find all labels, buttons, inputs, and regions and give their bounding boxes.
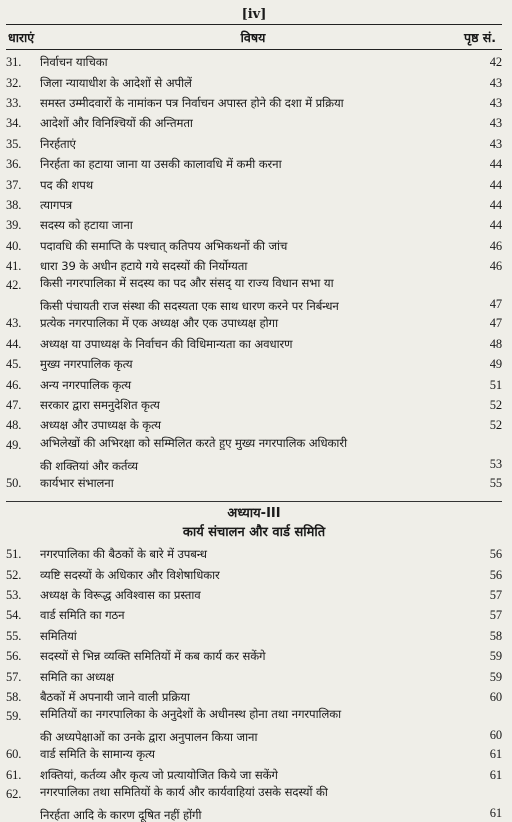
header-sections: धाराएं <box>8 29 35 45</box>
page-ref: 47 <box>489 316 502 331</box>
section-title-line: अध्यक्ष और उपाध्यक्ष के कृत्य <box>40 418 161 433</box>
section-number: 34. <box>6 116 22 131</box>
contents-entry <box>6 276 502 313</box>
section-title <box>40 239 476 253</box>
section-title-line: पद की शपथ <box>40 177 94 192</box>
contents-entry <box>6 473 502 493</box>
section-title <box>40 116 476 130</box>
page-ref: 55 <box>489 475 502 490</box>
section-number: 49. <box>6 437 22 452</box>
page-number: [iv] <box>241 7 267 22</box>
section-number: 52. <box>6 567 22 582</box>
section-title-line: बैठकों में अपनायी जाने वाली प्रक्रिया <box>40 689 190 704</box>
section-number: 47. <box>6 398 22 413</box>
section-title <box>40 96 476 110</box>
section-number: 45. <box>6 357 22 372</box>
page-ref: 46 <box>489 238 502 253</box>
section-title-line: प्रत्येक नगरपालिका में एक अध्यक्ष और एक उपाध्यक्ष होगा <box>40 316 278 331</box>
chapter-title: कार्य संचालन और वार्ड समिति <box>182 525 326 541</box>
page-ref: 56 <box>489 567 502 582</box>
page-ref: 60 <box>489 689 502 704</box>
section-title-line: अध्यक्ष या उपाध्यक्ष के निर्वाचन की विधिमान्यता का अवधारण <box>40 336 293 351</box>
section-title-line: सदस्यों से भिन्न व्यक्ति समितियों में कब कार्य कर सकेंगे <box>40 649 266 664</box>
section-number: 53. <box>6 588 22 602</box>
section-title-line: अध्यक्ष के विरूद्ध अविश्वास का प्रस्ताव <box>40 588 201 602</box>
section-title-line: निरर्हताएं <box>40 136 76 151</box>
section-number: 44. <box>6 336 22 351</box>
page-ref: 59 <box>489 669 502 684</box>
section-number: 60. <box>6 747 22 762</box>
page-ref: 53 <box>489 456 502 471</box>
section-number: 48. <box>6 418 22 433</box>
section-title-line: सरकार द्वारा समनुदेशित कृत्य <box>40 398 160 413</box>
section-title <box>40 649 476 663</box>
section-title <box>40 55 476 69</box>
contents-entry <box>6 666 502 686</box>
section-number: 51. <box>6 547 22 562</box>
page-ref: 43 <box>489 136 502 151</box>
section-title <box>40 398 476 412</box>
contents-entry <box>6 436 502 473</box>
section-number: 55. <box>6 628 22 643</box>
contents-entry <box>6 707 502 744</box>
contents-entry <box>6 52 502 72</box>
section-title-line: वार्ड समिति के सामान्य कृत्य <box>40 747 155 762</box>
page-ref: 58 <box>489 628 502 643</box>
section-number: 61. <box>6 767 22 782</box>
section-number: 54. <box>6 608 22 623</box>
section-title <box>40 218 476 232</box>
section-title-line: समिति का अध्यक्ष <box>40 669 114 684</box>
section-title-line: अन्य नगरपालिक कृत्य <box>40 377 132 392</box>
contents-entry <box>6 215 502 235</box>
contents-entry <box>6 334 502 354</box>
section-title-line: समितियों का नगरपालिका के अनुदेशों के अधीनस्थ होना तथा नगरपालिका <box>40 707 342 722</box>
section-number: 38. <box>6 197 22 212</box>
contents-entry <box>6 687 502 707</box>
section-title <box>40 76 476 90</box>
page-ref: 61 <box>489 767 502 782</box>
section-title <box>40 316 476 330</box>
contents-entry <box>6 646 502 666</box>
section-number: 32. <box>6 75 22 90</box>
page-ref: 47 <box>489 297 502 312</box>
section-title-line: किसी नगरपालिका में सदस्य का पद और संसद् या राज्य विधान सभा या <box>40 276 334 291</box>
section-number: 37. <box>6 177 22 192</box>
section-number: 31. <box>6 55 22 70</box>
contents-entry <box>6 744 502 764</box>
section-title <box>40 568 476 582</box>
header-page-no: पृष्ठ सं. <box>463 29 496 45</box>
page-ref: 56 <box>489 547 502 562</box>
contents-entry <box>6 544 502 564</box>
page-ref: 43 <box>489 116 502 131</box>
section-title <box>40 378 476 392</box>
section-title-line: धारा 39 के अधीन हटाये गये सदस्यों की निर्योग्यता <box>40 259 248 274</box>
page-ref: 44 <box>489 157 502 172</box>
section-title-line: निरर्हता का हटाया जाना या उसकी कालावधि में कमी करना <box>40 157 282 172</box>
contents-entry <box>6 415 502 435</box>
section-number: 57. <box>6 669 22 684</box>
header-subject: विषय <box>240 29 266 45</box>
section-title <box>40 785 476 822</box>
chapter-label: अध्याय-III <box>6 501 502 524</box>
contents-entry <box>6 395 502 415</box>
section-title <box>40 608 476 622</box>
section-title-line: व्यष्टि सदस्यों के अधिकार और विशेषाधिकार <box>40 567 220 582</box>
section-title <box>40 337 476 351</box>
page-ref: 44 <box>489 197 502 212</box>
page-ref: 52 <box>489 418 502 433</box>
contents-list-part-b <box>6 544 502 822</box>
section-title-line: मुख्य नगरपालिक कृत्य <box>40 357 133 372</box>
contents-entry <box>6 585 502 605</box>
page-ref: 60 <box>489 728 502 743</box>
section-title-line: की अध्यपेक्षाओं का उनके द्वारा अनुपालन किया जाना <box>40 730 258 745</box>
section-title <box>40 629 476 643</box>
section-title-line: जिला न्यायाधीश के आदेशों से अपीलें <box>40 75 192 90</box>
section-title <box>40 418 476 432</box>
section-title-line: शक्तियां, कर्तव्य और कृत्य जो प्रत्यायोजित किये जा सकेंगे <box>40 767 278 782</box>
section-title-line: पदावधि की समाप्ति के पश्चात् कतिपय अभिकथनों की जांच <box>40 238 288 253</box>
section-title-line: सदस्य को हटाया जाना <box>40 218 133 233</box>
page-ref: 44 <box>489 218 502 233</box>
contents-entry <box>6 174 502 194</box>
section-title-line: वार्ड समिति का गठन <box>40 608 125 623</box>
section-title-line: समस्त उम्मीदवारों के नामांकन पत्र निर्वाचन अपास्त होने की दशा में प्रक्रिया <box>40 95 344 110</box>
section-title <box>40 547 476 561</box>
page-ref: 43 <box>489 75 502 90</box>
page-ref: 44 <box>489 177 502 192</box>
section-title <box>40 357 476 371</box>
section-title <box>40 476 476 490</box>
page-ref: 42 <box>489 55 502 70</box>
section-title-line: अभिलेखों की अभिरक्षा को सम्मिलित करते हुए मुख्य नगरपालिक अधिकारी <box>40 435 347 450</box>
contents-entry <box>6 93 502 113</box>
section-title-line: नगरपालिका तथा समितियों के कार्य और कार्यवाहियां उसके सदस्यों की <box>40 784 328 799</box>
contents-list-part-a <box>6 52 502 493</box>
section-title <box>40 690 476 704</box>
contents-entry <box>6 374 502 394</box>
contents-entry <box>6 605 502 625</box>
section-title <box>40 137 476 151</box>
page-ref: 48 <box>489 336 502 351</box>
section-title <box>40 178 476 192</box>
section-title <box>40 588 476 602</box>
section-number: 56. <box>6 649 22 664</box>
contents-entry <box>6 313 502 333</box>
section-title <box>40 276 476 313</box>
section-number: 35. <box>6 136 22 151</box>
section-number: 36. <box>6 157 22 172</box>
section-number: 40. <box>6 238 22 253</box>
section-number: 39. <box>6 218 22 233</box>
section-title-line: किसी पंचायती राज संस्था की सदस्यता एक साथ धारण करने पर निर्बन्धन <box>40 299 339 314</box>
section-title <box>40 157 476 171</box>
section-title <box>40 670 476 684</box>
section-title-line: निरर्हता आदि के कारण दूषित नहीं होंगी <box>40 807 202 822</box>
contents-entry <box>6 134 502 154</box>
contents-entry <box>6 236 502 256</box>
page-ref: 57 <box>489 588 502 602</box>
contents-entry <box>6 154 502 174</box>
section-title <box>40 259 476 273</box>
page-ref: 46 <box>489 259 502 274</box>
page-ref: 61 <box>489 747 502 762</box>
section-title-line: निर्वाचन याचिका <box>40 55 108 70</box>
section-title-line: कार्यभार संभालना <box>40 475 114 490</box>
section-title-line: त्यागपत्र <box>40 197 73 212</box>
section-title <box>40 747 476 761</box>
contents-entry <box>6 354 502 374</box>
contents-entry <box>6 564 502 584</box>
section-number: 41. <box>6 259 22 274</box>
section-title-line: की शक्तियां और कर्तव्य <box>40 458 139 473</box>
page-ref: 51 <box>489 377 502 392</box>
section-title-line: आदेशों और विनिश्चियों की अन्तिमता <box>40 116 193 131</box>
page-ref: 59 <box>489 649 502 664</box>
section-number: 33. <box>6 95 22 110</box>
page-ref: 49 <box>489 357 502 372</box>
section-title <box>40 768 476 782</box>
page-ref: 57 <box>489 608 502 623</box>
contents-entry <box>6 626 502 646</box>
section-title-line: नगरपालिका की बैठकों के बारे में उपबन्ध <box>40 547 207 562</box>
page-ref: 43 <box>489 95 502 110</box>
page-ref: 61 <box>489 805 502 820</box>
page-ref: 52 <box>489 398 502 413</box>
section-number: 46. <box>6 377 22 392</box>
contents-entry <box>6 72 502 92</box>
table-header <box>6 24 502 50</box>
section-number: 62. <box>6 786 22 801</box>
section-number: 50. <box>6 475 22 490</box>
section-title <box>40 707 476 744</box>
contents-entry <box>6 256 502 276</box>
contents-entry <box>6 195 502 215</box>
section-number: 59. <box>6 709 22 724</box>
section-number: 58. <box>6 689 22 704</box>
section-number: 42. <box>6 278 22 293</box>
contents-entry <box>6 785 502 822</box>
section-title <box>40 198 476 212</box>
contents-entry <box>6 113 502 133</box>
contents-entry <box>6 765 502 785</box>
section-number: 43. <box>6 316 22 331</box>
section-title-line: समितियां <box>40 628 77 643</box>
section-title <box>40 436 476 473</box>
